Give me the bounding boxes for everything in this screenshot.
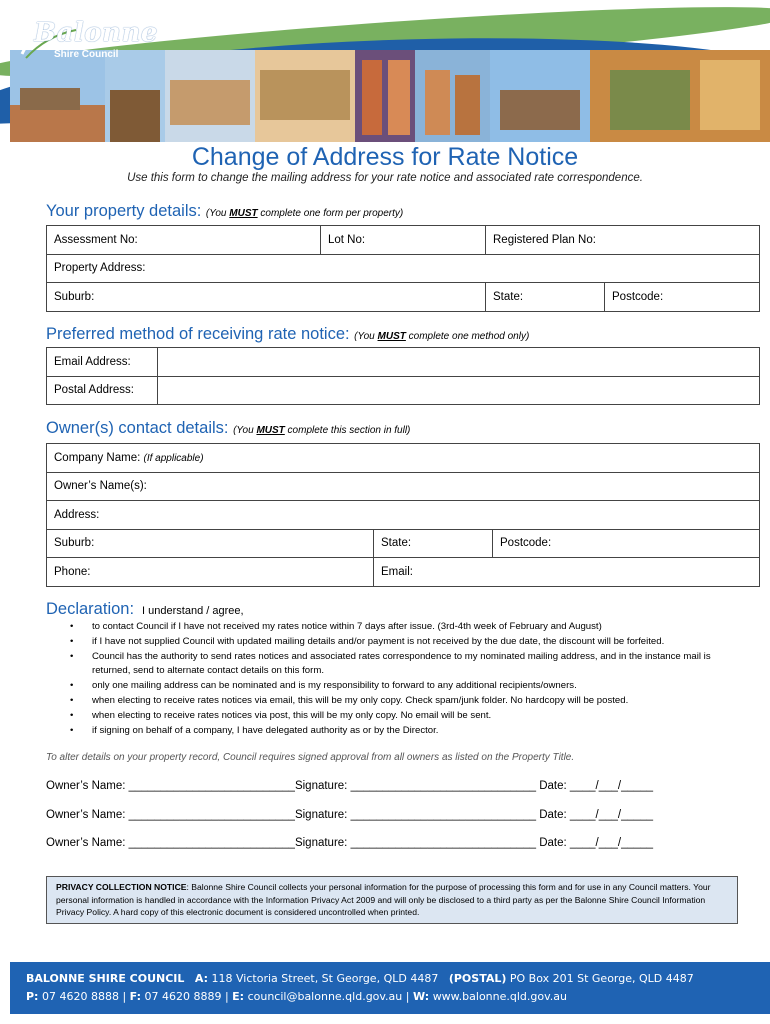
alter-details-note: To alter details on your property record, Council requires signed approval from all owners as listed on the Property Title. (46, 752, 575, 763)
footer-email-link[interactable]: council@balonne.qld.gov.au (247, 990, 403, 1003)
owner-names-field[interactable]: Owner’s Name(s): (47, 472, 760, 501)
method-heading (46, 325, 529, 344)
method-note: (You MUST complete one method only) (354, 331, 530, 342)
footer-web-link[interactable]: www.balonne.qld.gov.au (432, 990, 567, 1003)
footer-line-1: BALONNE SHIRE COUNCIL A: 118 Victoria Street, St George, QLD 4487 (POSTAL) PO Box 201 St George, QLD 4487 (26, 972, 694, 985)
declaration-item: • only one mailing address can be nominated and is my responsibility to forward to any additional recipients/owners. (70, 679, 740, 694)
postal-address-input[interactable] (158, 376, 760, 405)
owner-table (46, 443, 760, 587)
postal-address-label: Postal Address: (47, 376, 158, 405)
declaration-item: • when electing to receive rates notices via email, this will be my only copy. Check spam/junk folder. No hardcopy will be posted. (70, 694, 740, 709)
property-table (46, 225, 760, 312)
property-suburb-field[interactable]: Suburb: (47, 283, 486, 312)
privacy-notice (46, 876, 738, 924)
signature-row[interactable]: Owner’s Name: __________________________Signature: _____________________________ Date: ____/___/_____ (46, 809, 654, 821)
declaration-item: • if signing on behalf of a company, I have delegated authority as or by the Director. (70, 724, 740, 739)
page-subtitle: Use this form to change the mailing address for your rate notice and associated rate correspondence. (127, 172, 643, 184)
declaration-item: • if I have not supplied Council with updated mailing details and/or payment is not received by the due date, the discount will be forfeited. (70, 635, 740, 650)
owner-email-field[interactable]: Email: (374, 558, 760, 587)
owner-state-field[interactable]: State: (374, 529, 493, 558)
owner-suburb-field[interactable]: Suburb: (47, 529, 374, 558)
council-logo (16, 14, 158, 64)
property-address-field[interactable]: Property Address: (47, 254, 760, 283)
declaration-heading (46, 600, 244, 619)
footer (10, 962, 770, 1014)
owner-postcode-field[interactable]: Postcode: (493, 529, 760, 558)
header-banner (0, 0, 770, 142)
page-title: Change of Address for Rate Notice (191, 143, 579, 171)
lot-field[interactable]: Lot No: (321, 226, 486, 255)
property-heading-text: Your property details: (46, 202, 202, 220)
email-address-input[interactable] (158, 348, 760, 377)
privacy-text: : Balonne Shire Council collects your personal information for the purpose of processing this form and for use in any Council matters. Your personal information is handled in accordance with the Information Privacy Act 2009 and will only be disclosed to a third party as per the Balonne Shire Council Information Privacy Policy. A hard copy of this electronic document is considered uncontrolled when printed. (56, 882, 711, 918)
signature-row[interactable]: Owner’s Name: __________________________Signature: _____________________________ Date: ____/___/_____ (46, 837, 654, 849)
property-state-field[interactable]: State: (486, 283, 605, 312)
owner-heading-text: Owner(s) contact details: (46, 419, 229, 437)
footer-line-2: P: 07 4620 8888 | F: 07 4620 8889 | E: council@balonne.qld.gov.au | W: www.balonne.qld.gov.au (26, 990, 567, 1003)
property-postcode-field[interactable]: Postcode: (605, 283, 760, 312)
declaration-item: • when electing to receive rates notices via post, this will be my only copy. No email will be sent. (70, 709, 740, 724)
email-address-label: Email Address: (47, 348, 158, 377)
declaration-item: • Council has the authority to send rates notices and associated rates correspondence to my nominated mailing address, and in the instance mail is returned, send to alternate contact details on this form. (70, 650, 740, 680)
phone-field[interactable]: Phone: (47, 558, 374, 587)
declaration-list (70, 620, 740, 738)
declaration-heading-text: Declaration: (46, 600, 135, 618)
method-heading-text: Preferred method of receiving rate notice: (46, 325, 350, 343)
signature-row[interactable]: Owner’s Name: __________________________Signature: _____________________________ Date: ____/___/_____ (46, 780, 654, 792)
method-table (46, 347, 760, 405)
owner-note: (You MUST complete this section in full) (233, 425, 411, 436)
logo-text: Balonne (34, 18, 158, 48)
logo-subtext: Shire Council (54, 49, 119, 60)
privacy-label: PRIVACY COLLECTION NOTICE (56, 882, 187, 892)
owner-address-field[interactable]: Address: (47, 501, 760, 530)
company-name-field[interactable]: Company Name: (If applicable) (47, 444, 760, 473)
property-heading (46, 202, 403, 221)
owner-heading (46, 419, 410, 438)
declaration-intro: I understand / agree, (142, 605, 244, 617)
plan-field[interactable]: Registered Plan No: (486, 226, 760, 255)
property-note: (You MUST complete one form per property) (205, 208, 404, 219)
assessment-field[interactable]: Assessment No: (47, 226, 321, 255)
declaration-item: • to contact Council if I have not received my rates notice within 7 days after issue. (3rd-4th week of February and August) (70, 620, 740, 635)
